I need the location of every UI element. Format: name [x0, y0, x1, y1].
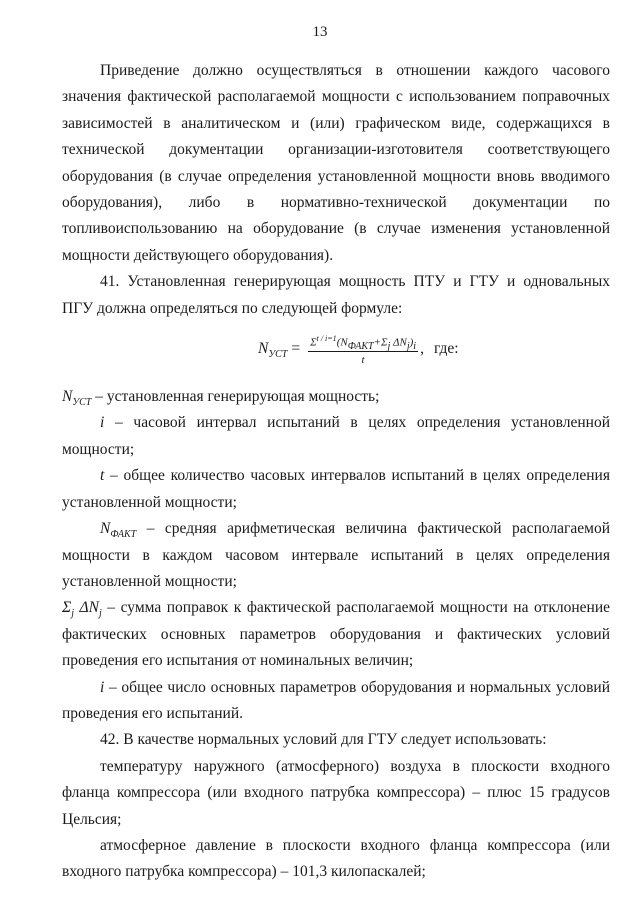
definition-i: i – часовой интервал испытаний в целях определения установленной мощности;: [62, 414, 610, 458]
document-body: [62, 58, 610, 886]
definition-nust: $N_{УСТ}$ – установленная генерирующая мощность;: [62, 388, 380, 409]
definition-nfakt: $N_{ФАКТ}$ – средняя арифметическая величина фактической располагаемой мощности в каждом часовом интервале испытаний в целях определения установленной мощности;: [62, 520, 610, 590]
formula-numerator: $\Sigma^{t / i=1}(N_{ФАКТ}+\Sigma_j$ $\Delta N_j)_i$: [310, 334, 417, 352]
definition-j: i – общее число основных параметров оборудования и нормальных условий проведения его испытаний.: [62, 678, 610, 722]
definition-t: t – общее количество часовых интервалов испытаний в целях определения установленной мощности;: [62, 467, 610, 511]
paragraph-42-pressure: атмосферное давление в плоскости входного фланца компрессора (или входного патрубка компрессора) – 101,3 килопаскалей;: [62, 836, 610, 881]
formula-denominator: t: [361, 353, 365, 366]
paragraph-41: 41. Установленная генерирующая мощность ПТУ и ГТУ и одновальных ПГУ должна определяться по следующей формуле:: [62, 273, 610, 317]
formula: [258, 332, 459, 367]
paragraph-reduction: Приведение должно осуществляться в отношении каждого часового значения фактической располагаемой мощности с использованием поправочных зависимостей в аналитическом и (или) графическом виде, содержащихся в технической документации организации-изготовителя соответствующего оборудования (в случае определения установленной мощности вновь вводимого оборудования), либо в нормативно-технической документации по топливоиспользованию на оборудование (в случае изменения установленной мощности действующего оборудования).: [62, 62, 610, 264]
paragraph-42-temperature: температуру наружного (атмосферного) воздуха в плоскости входного фланца компрессора (или входного патрубка компрессора) – плюс 15 градусов Цельсия;: [62, 757, 610, 828]
page-number: 13: [312, 24, 328, 40]
formula-equals: =: [291, 340, 301, 358]
formula-comma: ,: [420, 340, 424, 358]
formula-lhs: $N_{УСТ}$: [258, 340, 288, 361]
formula-block: [62, 324, 610, 380]
formula-fraction: [308, 332, 418, 367]
paragraph-42: 42. В качестве нормальных условий для ГТУ следует использовать:: [100, 731, 547, 749]
formula-where: где:: [433, 340, 459, 358]
definition-sum: $\Sigma_j$ $\Delta N_j$ – сумма поправок к фактической располагаемой мощности на отклонение фактических основных параметров оборудования и фактических условий проведения его испытания от номинальных величин;: [62, 599, 610, 670]
